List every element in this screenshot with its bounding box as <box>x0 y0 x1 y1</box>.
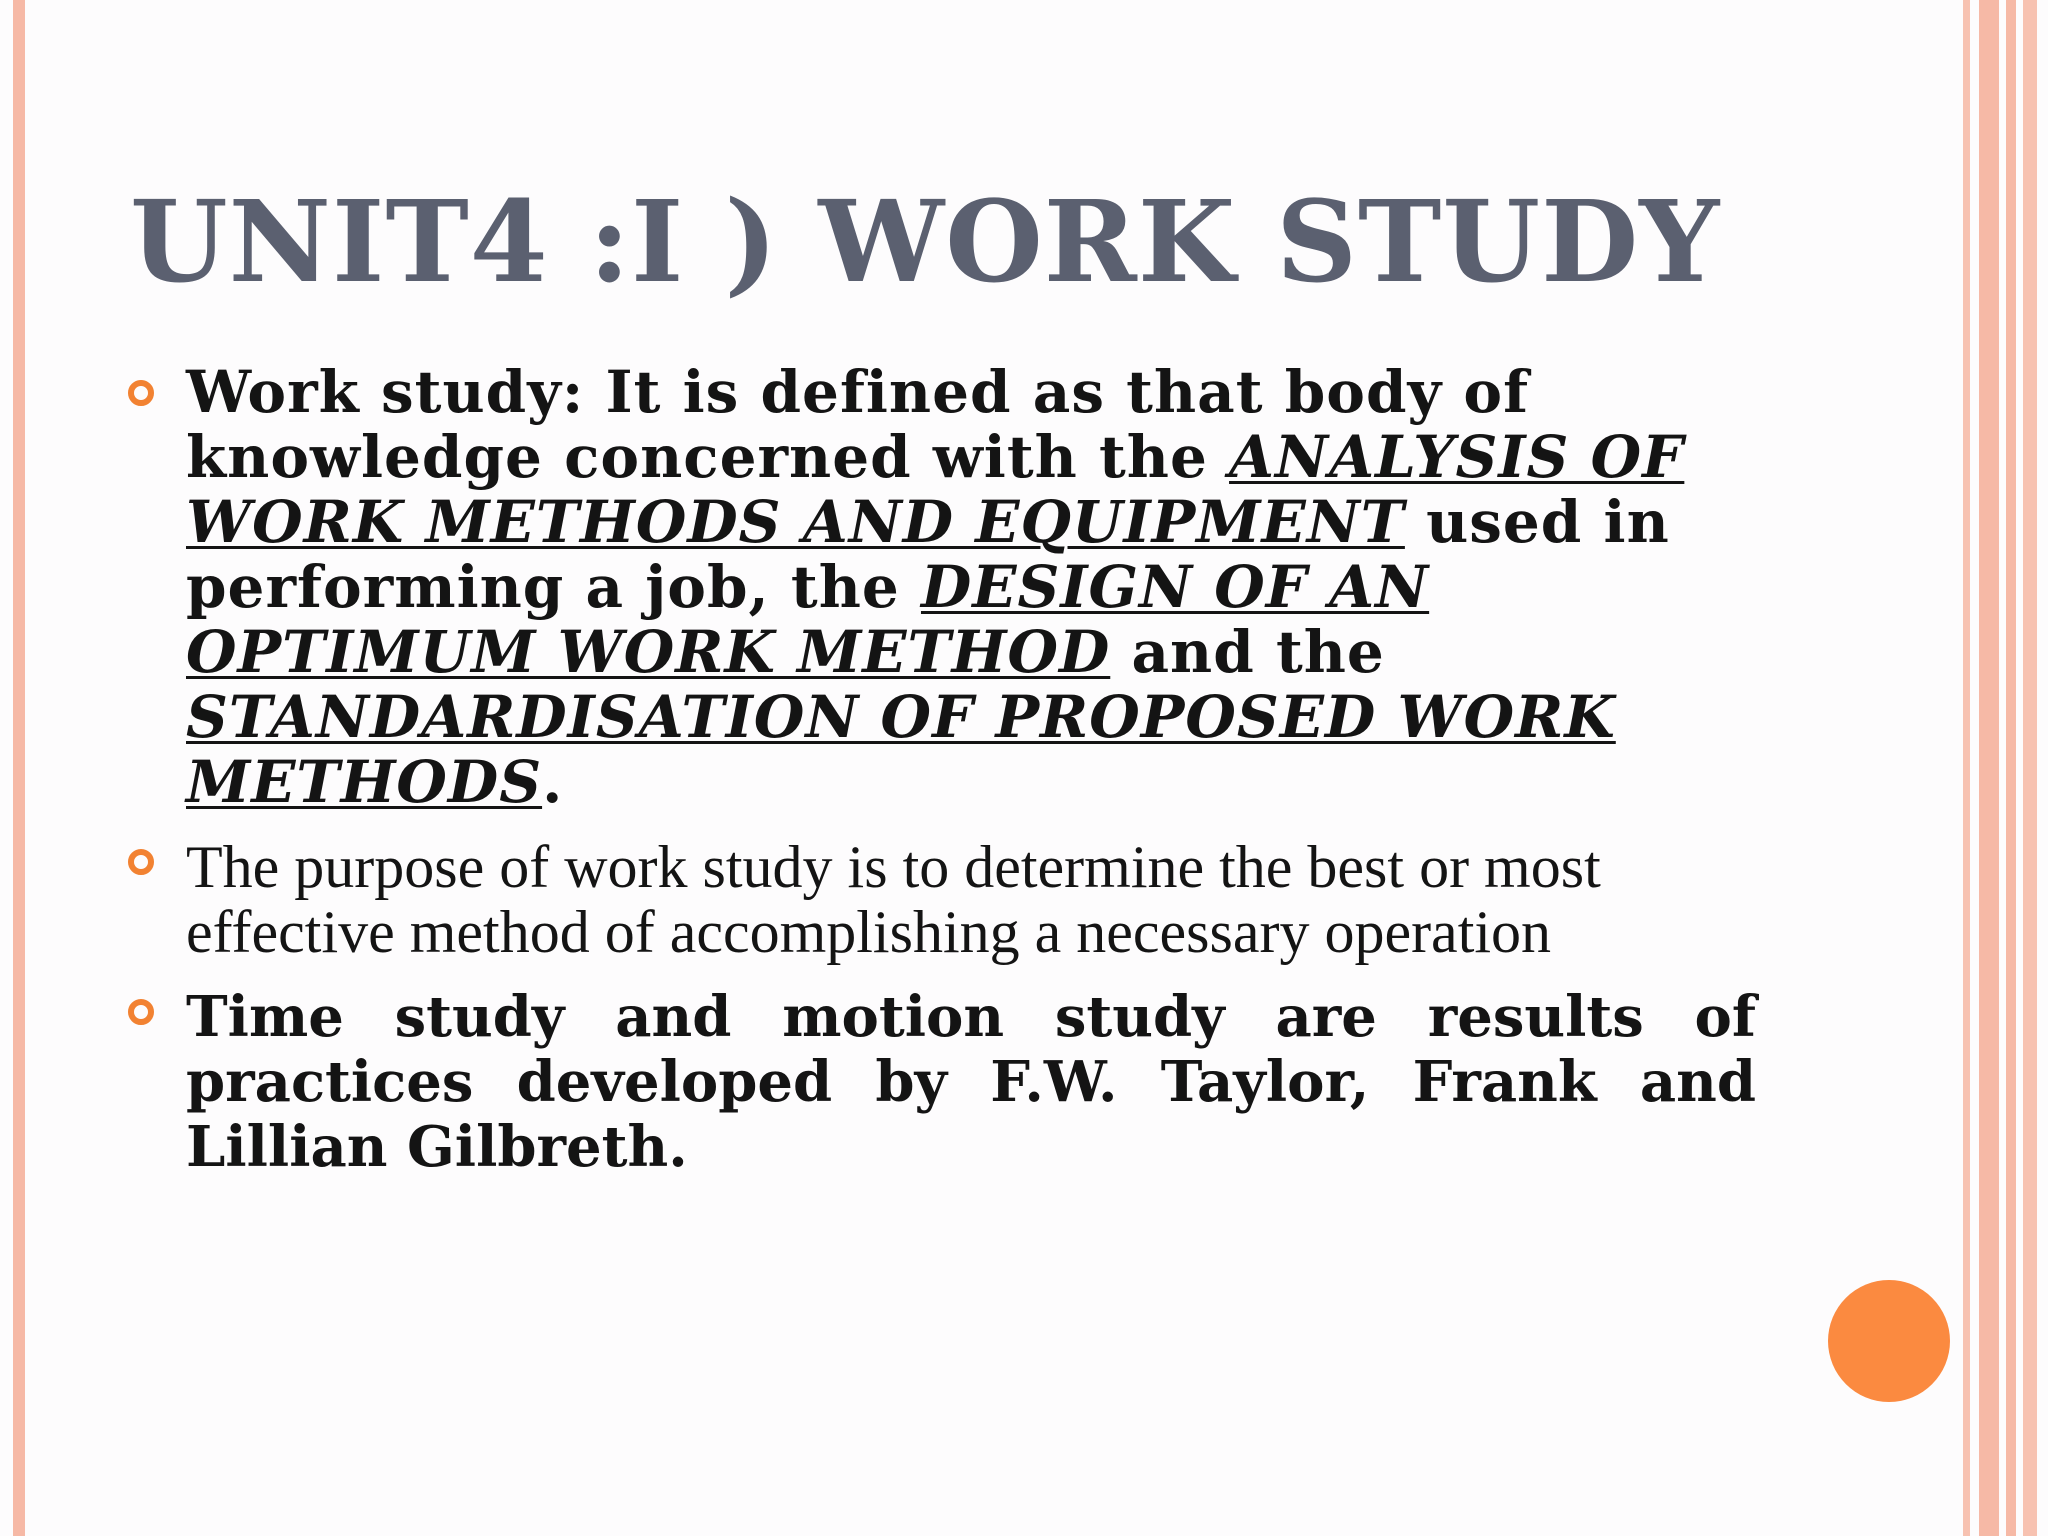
history-text: Time study and motion study are results of practices developed by F.W. Taylor, Frank and Lillian Gilbreth. <box>186 984 1756 1180</box>
left-border-stripe <box>13 0 25 1536</box>
bullet-item-history <box>128 985 1756 1180</box>
emphasis-standardisation: STANDARDISATION OF PROPOSED WORK METHODS <box>186 683 1616 816</box>
definition-end: . <box>542 748 564 816</box>
bullet-circle-icon <box>128 380 154 406</box>
bullet-item-purpose <box>128 835 1768 965</box>
purpose-text: The purpose of work study is to determine the best or most effective method of accomplishing a necessary operation <box>186 834 1601 965</box>
right-border-stripe <box>1979 0 1999 1536</box>
bullet-circle-icon <box>128 999 154 1025</box>
emphasis-analysis: ANALYSIS OF WORK METHODS AND EQUIPMENT <box>186 423 1685 556</box>
right-border-stripe <box>1963 0 1970 1536</box>
bullet-list <box>128 360 1768 1180</box>
definition-text: used in performing a job, the <box>186 488 1670 621</box>
bullet-item-definition <box>128 360 1768 815</box>
slide-title: UNIT4 :I ) WORK STUDY <box>130 177 1721 308</box>
emphasis-design: DESIGN OF AN OPTIMUM WORK METHOD <box>186 553 1430 686</box>
definition-intro: Work study: It is defined as that body of knowledge concerned with the <box>186 358 1530 491</box>
right-border-stripe <box>2006 0 2016 1536</box>
definition-text: and the <box>1110 618 1385 686</box>
bullet-circle-icon <box>128 849 154 875</box>
right-border-stripe <box>2023 0 2037 1536</box>
decorative-circle <box>1828 1280 1950 1402</box>
